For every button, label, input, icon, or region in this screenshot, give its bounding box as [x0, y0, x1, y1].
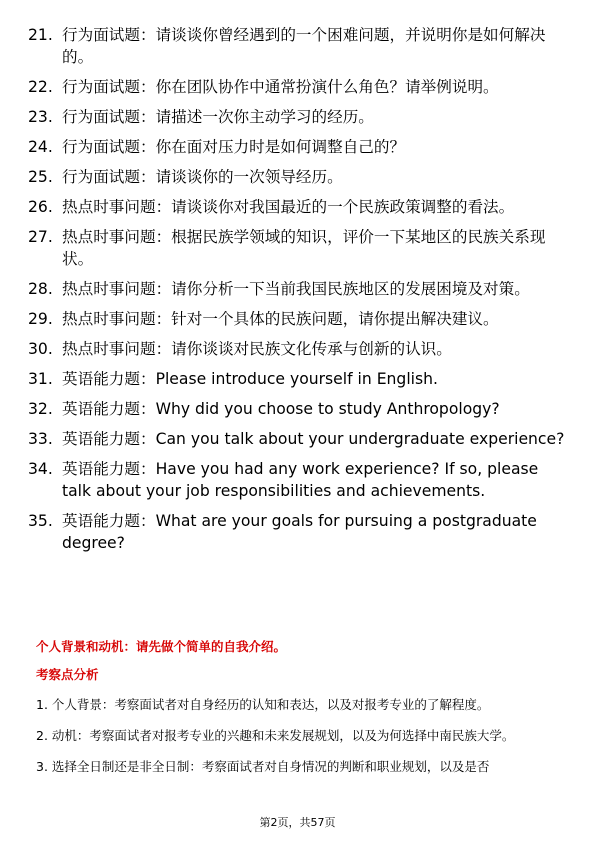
analysis-section [36, 638, 566, 785]
section-subtitle: 考察点分析 [36, 667, 99, 682]
question-item [28, 308, 568, 330]
section-title: 个人背景和动机：请先做个简单的自我介绍。 [36, 639, 287, 654]
question-text: 英语能力题：Can you talk about your undergraduate experience? [62, 430, 565, 448]
question-text: 英语能力题：Please introduce yourself in English. [62, 370, 438, 388]
question-number: 33. [28, 430, 53, 448]
question-number: 34. [28, 460, 53, 478]
analysis-paragraph: 2. 动机：考察面试者对报考专业的兴趣和未来发展规划，以及为何选择中南民族大学。 [36, 728, 515, 743]
question-item [28, 136, 568, 158]
question-item [28, 510, 568, 554]
question-text: 热点时事问题：请你分析一下当前我国民族地区的发展困境及对策。 [62, 280, 530, 298]
question-item [28, 368, 568, 390]
question-number: 30. [28, 340, 53, 358]
question-text: 英语能力题：What are your goals for pursuing a postgraduate degree? [62, 512, 537, 552]
question-text: 热点时事问题：根据民族学领域的知识，评价一下某地区的民族关系现状。 [62, 228, 546, 268]
question-item [28, 428, 568, 450]
question-number: 25. [28, 168, 53, 186]
question-number: 21. [28, 26, 53, 44]
question-number: 24. [28, 138, 53, 156]
question-number: 27. [28, 228, 53, 246]
question-item [28, 458, 568, 502]
page-footer: 第2页，共57页 [259, 816, 336, 829]
analysis-paragraph: 1. 个人背景：考察面试者对自身经历的认知和表达，以及对报考专业的了解程度。 [36, 697, 490, 712]
question-number: 23. [28, 108, 53, 126]
question-text: 热点时事问题：请谈谈你对我国最近的一个民族政策调整的看法。 [62, 198, 515, 216]
question-text: 行为面试题：请描述一次你主动学习的经历。 [62, 108, 374, 126]
question-number: 28. [28, 280, 53, 298]
analysis-paragraph: 3. 选择全日制还是非全日制：考察面试者对自身情况的判断和职业规划，以及是否 [36, 759, 490, 774]
question-text: 行为面试题：请谈谈你曾经遇到的一个困难问题，并说明你是如何解决的。 [62, 26, 546, 66]
question-number: 32. [28, 400, 53, 418]
question-item [28, 166, 568, 188]
question-item [28, 106, 568, 128]
question-text: 行为面试题：你在团队协作中通常扮演什么角色？请举例说明。 [62, 78, 499, 96]
question-item [28, 278, 568, 300]
question-item [28, 338, 568, 360]
question-text: 行为面试题：你在面对压力时是如何调整自己的？ [62, 138, 406, 156]
question-text: 英语能力题：Have you had any work experience? If so, please talk about your job responsibilities and achievements. [62, 460, 539, 500]
question-item [28, 24, 568, 68]
question-text: 热点时事问题：针对一个具体的民族问题，请你提出解决建议。 [62, 310, 499, 328]
question-text: 行为面试题：请谈谈你的一次领导经历。 [62, 168, 343, 186]
question-number: 35. [28, 512, 53, 530]
question-item [28, 226, 568, 270]
question-number: 22. [28, 78, 53, 96]
question-number: 31. [28, 370, 53, 388]
question-item [28, 398, 568, 420]
question-number: 26. [28, 198, 53, 216]
question-number: 29. [28, 310, 53, 328]
question-item [28, 76, 568, 98]
question-item [28, 196, 568, 218]
question-list [28, 24, 568, 562]
question-text: 热点时事问题：请你谈谈对民族文化传承与创新的认识。 [62, 340, 452, 358]
question-text: 英语能力题：Why did you choose to study Anthropology? [62, 400, 500, 418]
